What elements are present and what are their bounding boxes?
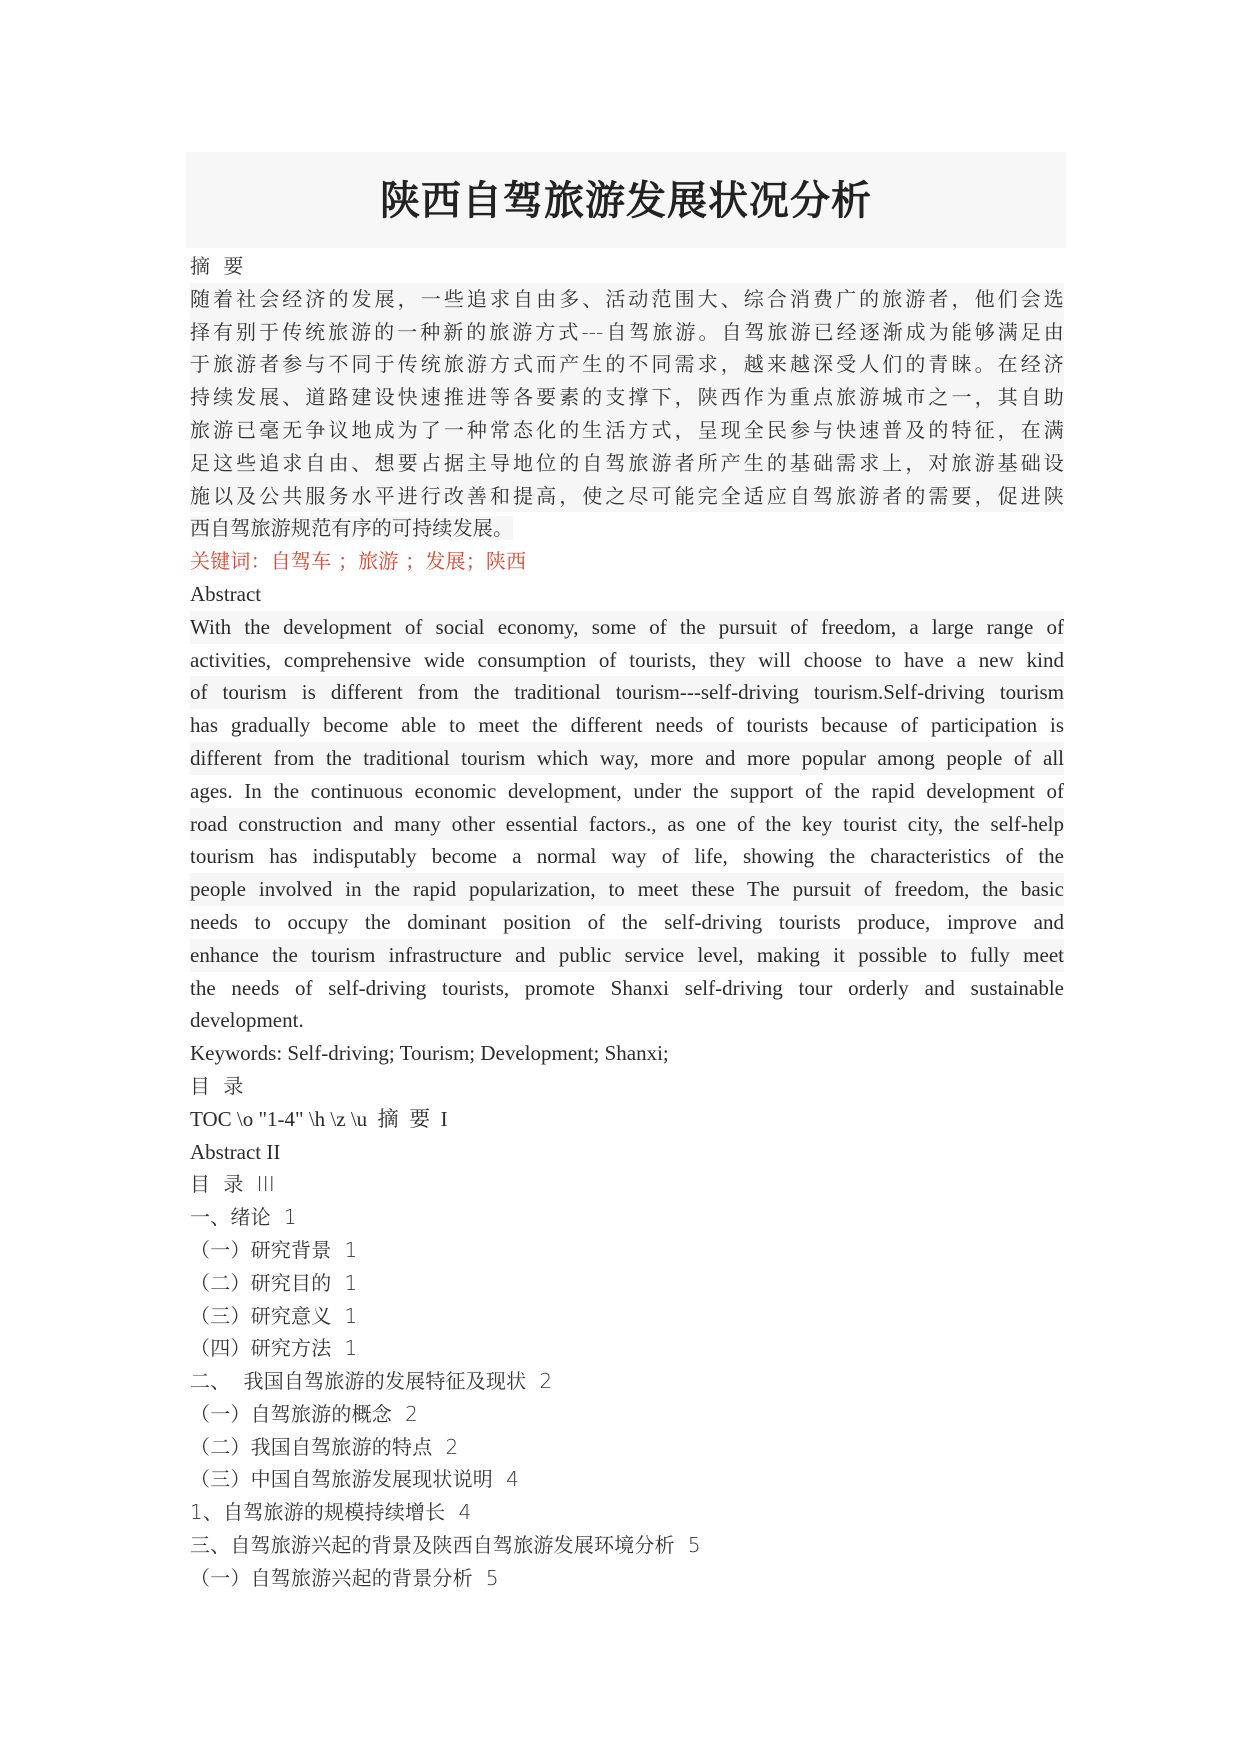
toc-entry: （一）研究背景 1 (190, 1237, 358, 1262)
abstract-zh-last: 西自驾旅游规范有序的可持续发展。 (190, 516, 514, 541)
keywords-zh: 关键词：自驾车 ；旅游 ；发展；陕西 (190, 549, 527, 574)
toc-entry: （一）自驾旅游的概念 2 (190, 1401, 419, 1426)
abstract-en-line: needs to occupy the dominant position of the self-driving tourists produce, improve and (190, 909, 1064, 934)
abstract-heading: 摘 要 (190, 254, 244, 278)
toc-entry: 二、 我国自驾旅游的发展特征及现状 2 (190, 1369, 553, 1394)
abstract-zh-line: 足这些追求自由、想要占据主导地位的自驾旅游者所产生的基础需求上，对旅游基础设 (190, 447, 1064, 480)
toc-entry: （一）自驾旅游兴起的背景分析 5 (190, 1565, 499, 1590)
abstract-en-line: tourism has indisputably become a normal way of life, showing the characteristics of the (190, 844, 1064, 869)
abstract-en-line: With the development of social economy, some of the pursuit of freedom, a large range of (190, 611, 1064, 644)
abstract-en-line: development. (190, 1008, 304, 1033)
abstract-zh-line (190, 512, 1064, 545)
toc-entry: 目 录 III (190, 1172, 275, 1197)
abstract-en-line: has gradually become able to meet the different needs of tourists because of participation is (190, 713, 1064, 738)
toc-heading: 目 录 (190, 1073, 244, 1098)
toc-entry: （三）研究意义 1 (190, 1303, 358, 1328)
keywords-en: Keywords: Self-driving; Tourism; Development; Shanxi; (190, 1041, 669, 1066)
document-title: 陕西自驾旅游发展状况分析 (380, 178, 872, 224)
abstract-en (190, 611, 1064, 1037)
abstract-zh-line: 施以及公共服务水平进行改善和提高，使之尽可能完全适应自驾旅游者的需要，促进陕 (190, 480, 1064, 513)
abstract-en-line: different from the traditional tourism which way, more and more popular among people of all (190, 742, 1064, 775)
abstract-en-line: road construction and many other essential factors., as one of the key tourist city, the self-help (190, 808, 1064, 841)
toc-entry: Abstract II (190, 1139, 281, 1164)
abstract-en-line: of tourism is different from the traditional tourism---self-driving tourism.Self-driving tourism (190, 676, 1064, 709)
abstract-en-line: the needs of self-driving tourists, promote Shanxi self-driving tour orderly and sustainable (190, 975, 1064, 1000)
abstract-zh (190, 283, 1064, 545)
toc-entry: （三）中国自驾旅游发展现状说明 4 (190, 1467, 520, 1492)
abstract-en-line: people involved in the rapid popularization, to meet these The pursuit of freedom, the basic (190, 873, 1064, 906)
table-of-contents (190, 1103, 1064, 1595)
toc-entry: （四）研究方法 1 (190, 1336, 358, 1361)
abstract-zh-line: 持续发展、道路建设快速推进等各要素的支撑下，陕西作为重点旅游城市之一，其自助 (190, 381, 1064, 414)
toc-entry: （二）研究目的 1 (190, 1270, 358, 1295)
toc-entry: （二）我国自驾旅游的特点 2 (190, 1434, 459, 1459)
toc-entry: 一、绪论 1 (190, 1205, 297, 1230)
abstract-zh-line: 随着社会经济的发展，一些追求自由多、活动范围大、综合消费广的旅游者，他们会选 (190, 283, 1064, 316)
toc-entry: TOC \o "1-4" \h \z \u 摘 要 I (190, 1106, 448, 1131)
toc-entry: 三、自驾旅游兴起的背景及陕西自驾旅游发展环境分析 5 (190, 1533, 701, 1558)
toc-entry: 1、自驾旅游的规模持续增长 4 (190, 1500, 472, 1525)
abstract-en-line: enhance the tourism infrastructure and public service level, making it possible to fully meet (190, 939, 1064, 972)
abstract-zh-line: 择有别于传统旅游的一种新的旅游方式---自驾旅游。自驾旅游已经逐渐成为能够满足由 (190, 316, 1064, 349)
abstract-en-heading: Abstract (190, 581, 262, 606)
document-body (190, 250, 1064, 1595)
abstract-zh-line: 旅游已毫无争议地成为了一种常态化的生活方式，呈现全民参与快速普及的特征，在满 (190, 414, 1064, 447)
abstract-en-line: ages. In the continuous economic development, under the support of the rapid development of (190, 778, 1064, 803)
abstract-zh-line: 于旅游者参与不同于传统旅游方式而产生的不同需求，越来越深受人们的青睐。在经济 (190, 348, 1064, 381)
abstract-en-line: activities, comprehensive wide consumption of tourists, they will choose to have a new kind (190, 647, 1064, 672)
